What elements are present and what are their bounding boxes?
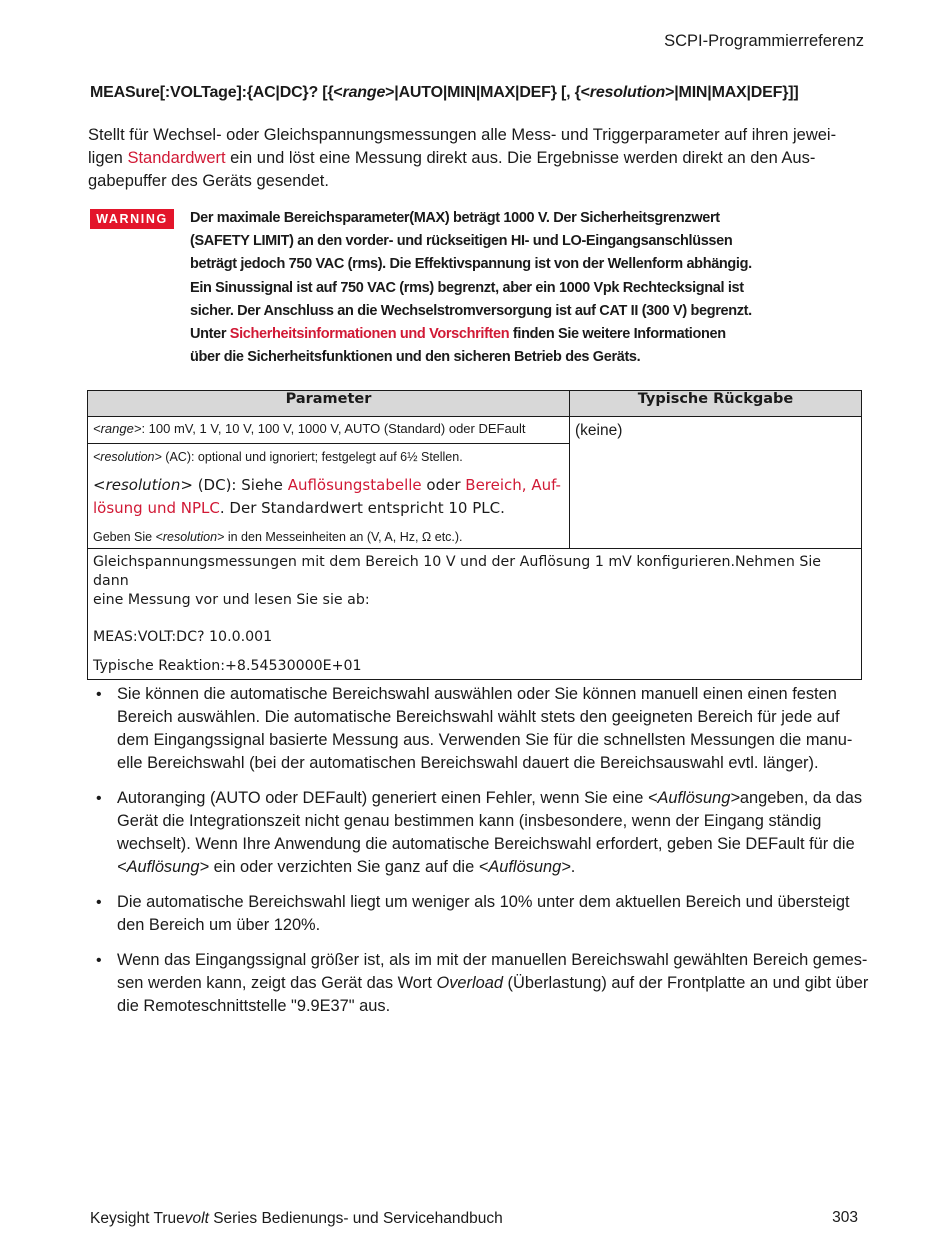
parameter-table (87, 390, 862, 680)
notes-list (96, 683, 871, 1030)
resolution-keyword: resolution (589, 84, 666, 101)
resolution-keyword-inline: <Auflösung> (647, 789, 740, 807)
table-row (88, 549, 862, 680)
units-text-part: Geben Sie (93, 530, 156, 544)
example-response: Typische Reaktion:+8.54530000E+01 (93, 658, 362, 674)
warning-line: beträgt jedoch 750 VAC (rms). Die Effektivspannung ist von der Wellenform abhängig. (190, 256, 752, 273)
resolution-dc-text (93, 474, 564, 520)
bullet-text: . (570, 858, 576, 876)
bullet-text: Autoranging (AUTO oder DEFault) generiert einen Fehler, wenn Sie eine (117, 789, 648, 807)
resolution-dc-desc: (DC): Siehe (192, 476, 288, 494)
footer-text: Keysight True (90, 1210, 185, 1227)
header-parameter: Parameter (88, 391, 570, 417)
link-text-part[interactable]: Bereich, Auf- (465, 476, 561, 494)
warning-text-part: finden Sie weitere Informationen (509, 326, 726, 343)
units-text-part: in den Messeinheiten an (V, A, Hz, Ω etc.). (224, 530, 463, 544)
intro-text-2: ligen (88, 149, 128, 167)
page-number: 303 (832, 1209, 858, 1226)
bullet-text: Sie können die automatische Bereichswahl auswählen oder Sie können manuell einen einen festen Bereich auswählen. Die automatische Bereichswahl wählt stets den geeigneten Bereich für jede auf dem Eingangssignal basierte Messung aus. Verwenden Sie für die schnellsten Messungen die manu-elle Bereichswahl (bei der automatischen Bereichswahl dauert die Bereichsauswahl evtl. länger). (117, 685, 853, 772)
resolution-parameter-cell (88, 444, 570, 549)
intro-text-4: gabepuffer des Geräts gesendet. (88, 172, 329, 190)
list-item (96, 949, 871, 1018)
footer-text: Series Bedienungs- und Servicehandbuch (208, 1210, 503, 1227)
table-header-row (88, 391, 862, 417)
bullet-icon: • (96, 894, 102, 911)
range-parameter-cell (88, 417, 570, 444)
range-keyword: range (342, 84, 386, 101)
safety-info-link[interactable]: Sicherheitsinformationen und Vorschriften (229, 326, 510, 343)
bullet-text: Wenn das Eingangssignal größer ist, als im mit der manuellen Bereichswahl gewählten Bereich gemes-sen werden kann, zeigt das Gerät das Wort (117, 951, 868, 992)
intro-text-3: ein und löst eine Messung direkt aus. Die Ergebnisse werden direkt an den Aus- (225, 149, 816, 167)
resolution-ac-desc: (AC): optional und ignoriert; festgelegt auf 6½ Stellen. (161, 450, 463, 464)
warning-line (190, 323, 770, 346)
command-part-2: >|AUTO|MIN|MAX|DEF} [, {< (385, 84, 590, 101)
intro-paragraph (88, 124, 858, 193)
warning-line: Ein Sinussignal ist auf 750 VAC (rms) begrenzt, aber ein 1000 Vpk Rechtecksignal ist (190, 279, 744, 296)
overload-keyword: Overload (436, 974, 503, 992)
list-item (96, 787, 871, 879)
resolution-ac-text (93, 450, 564, 464)
footer-brand-italic: volt (184, 1210, 209, 1227)
warning-line: Der maximale Bereichsparameter(MAX) beträgt 1000 V. Der Sicherheitsgrenzwert (190, 210, 720, 226)
footer-title (90, 1210, 503, 1228)
resolution-ac-keyword: <resolution> (93, 450, 162, 464)
command-part-1: MEASure[:VOLTage]:{AC|DC}? [{< (90, 84, 343, 101)
example-description: Gleichspannungsmessungen mit dem Bereich 10 V und der Auflösung 1 mV konfigurieren.Nehmen Sie dann (93, 554, 822, 589)
warning-badge: WARNING (90, 209, 174, 229)
example-command: MEAS:VOLT:DC? 10.0.001 (93, 629, 273, 645)
bullet-text: (Überlastung) auf der Frontplatte an und gibt über die Remoteschnittstelle "9.9E37" aus. (117, 974, 869, 1015)
units-keyword: <resolution> (155, 530, 225, 544)
warning-line: sicher. Der Anschluss an die Wechselstromversorgung ist auf CAT II (300 V) begrenzt. (190, 302, 752, 319)
resolution-units-text (93, 530, 564, 544)
resolution-dc-keyword: <resolution> (93, 476, 193, 494)
resolution-dc-desc: oder (421, 476, 466, 494)
warning-line: über die Sicherheitsfunktionen und den sicheren Betrieb des Geräts. (190, 349, 641, 366)
example-description: eine Messung vor und lesen Sie sie ab: (93, 592, 370, 608)
header-typical-return: Typische Rückgabe (570, 391, 862, 417)
bullet-text: Die automatische Bereichswahl liegt um weniger als 10% unter dem aktuellen Bereich und übersteigt den Bereich um über 120%. (117, 893, 850, 934)
bullet-icon: • (96, 686, 102, 703)
bullet-text: angeben, da das Gerät die Integrationszeit nicht genau bestimmen kann (insbesondere, wenn der Eingang ständig wechselt). Wenn Ihre Anwendung die automatische Bereichswahl erfordert, geben Sie DEFault für die (117, 789, 863, 853)
range-param-keyword: <range> (93, 421, 142, 436)
resolution-keyword-inline: <Auflösung> (478, 858, 571, 876)
bullet-text: ein oder verzichten Sie ganz auf die (209, 858, 479, 876)
intro-text-1: Stellt für Wechsel- oder Gleichspannungsmessungen alle Mess- und Triggerparameter auf ihren jewei- (88, 126, 837, 144)
resolution-dc-desc: . Der Standardwert entspricht 10 PLC. (219, 499, 505, 517)
running-header: SCPI-Programmierreferenz (664, 32, 864, 50)
resolution-table-link[interactable]: Auflösungstabelle (287, 476, 422, 494)
warning-text-part: Unter (190, 326, 230, 343)
standardwert-link[interactable]: Standardwert (127, 149, 226, 167)
table-row (88, 417, 862, 444)
list-item (96, 683, 871, 775)
link-text-part[interactable]: lösung und NPLC (93, 499, 220, 517)
bullet-icon: • (96, 952, 102, 969)
warning-line: (SAFETY LIMIT) an den vorder- und rückseitigen HI- und LO-Eingangsanschlüssen (190, 233, 733, 250)
example-cell (88, 549, 862, 680)
resolution-keyword-inline: <Auflösung> (117, 858, 210, 876)
bullet-icon: • (96, 790, 102, 807)
command-part-3: >|MIN|MAX|DEF}]] (665, 84, 799, 101)
return-value-cell: (keine) (570, 417, 862, 549)
warning-text (190, 207, 770, 369)
list-item (96, 891, 871, 937)
command-syntax (90, 84, 798, 102)
range-param-text: : 100 mV, 1 V, 10 V, 100 V, 1000 V, AUTO (Standard) oder DEFault (141, 421, 526, 436)
